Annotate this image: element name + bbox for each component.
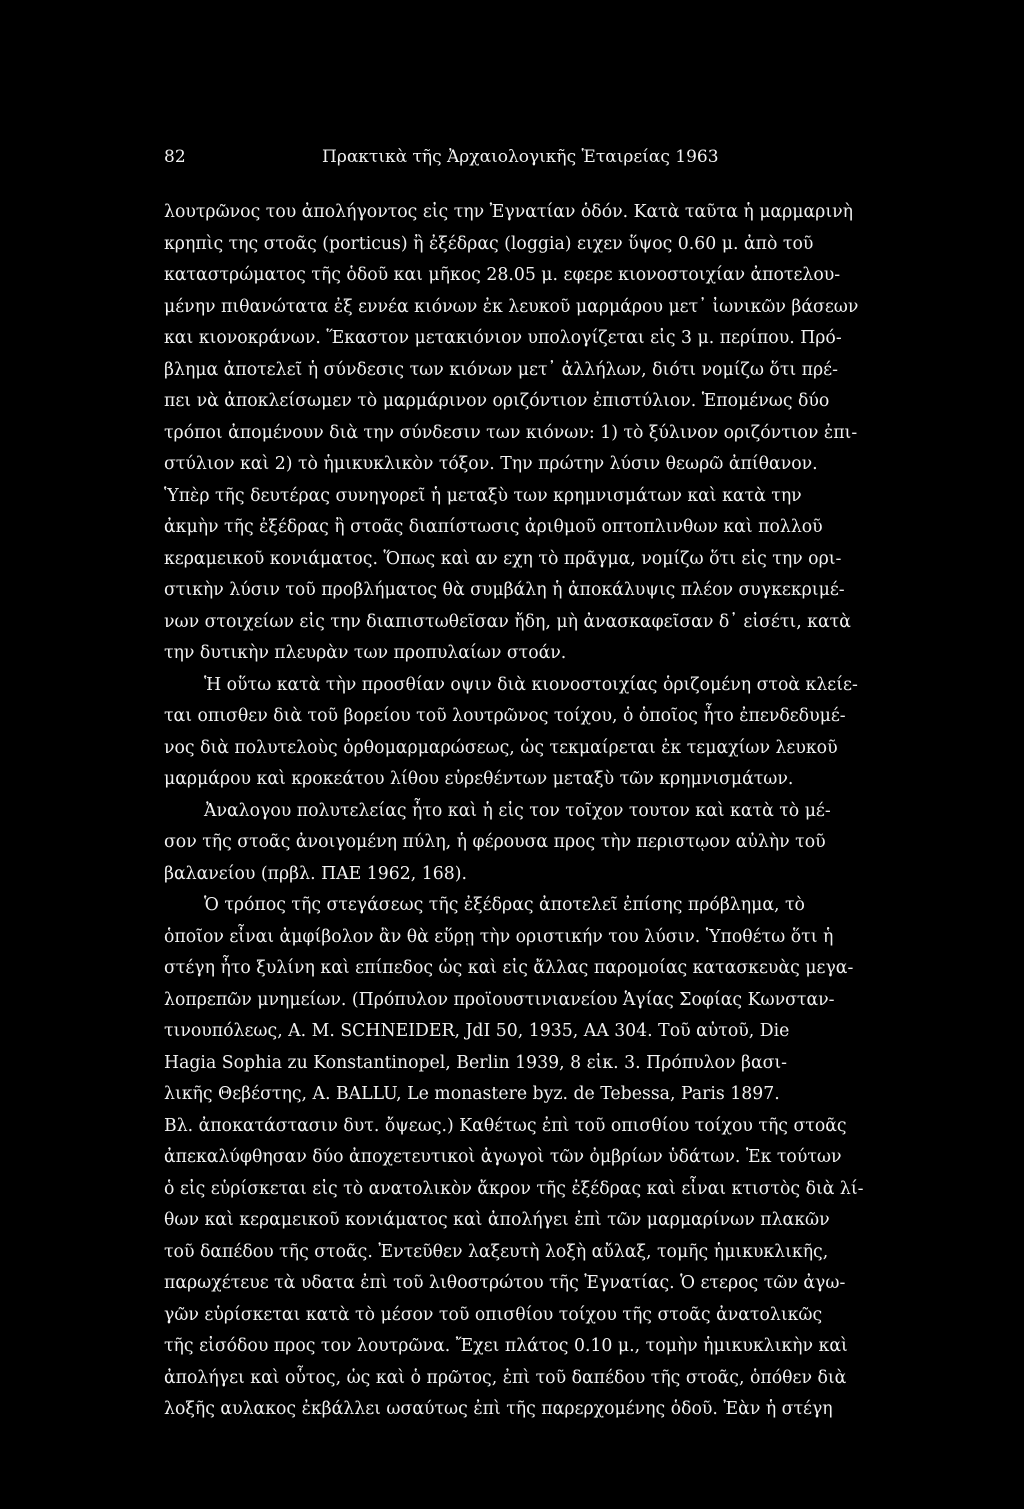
text-line: στύλιον καὶ 2) τὸ ἡμικυκλικὸν τόξον. Την πρώτην λύσιν θεωρῶ ἀπίθανον. bbox=[164, 454, 818, 474]
text-line: ται οπισθεν διὰ τοῦ βορείου τοῦ λουτρῶνος τοίχου, ὁ ὁποῖος ἦτο ἐπενδεδυμέ- bbox=[164, 706, 846, 726]
text-line: τοῦ δαπέδου τῆς στοᾶς. Ἐντεῦθεν λαξευτὴ λοξὴ αὔλαξ, τομῆς ἡμικυκλικῆς, bbox=[164, 1241, 829, 1262]
text-line: λοξῆς αυλακος ἐκβάλλει ωσαύτως ἐπὶ τῆς παρερχομένης ὁδοῦ. Ἐὰν ἡ στέγη bbox=[164, 1399, 833, 1419]
text-line: και κιονοκράνων. Ἕκαστον μετακιόνιον υπολογίζεται εἰς 3 μ. περίπου. Πρό- bbox=[164, 328, 842, 348]
text-line: ὁ εἰς εὑρίσκεται εἰς τὸ ανατολικὸν ἄκρον τῆς ἐξέδρας καὶ εἶναι κτιστὸς διὰ λί- bbox=[164, 1178, 864, 1199]
text-line: μαρμάρου καὶ κροκεάτου λίθου εὑρεθέντων μεταξὺ τῶν κρημνισμάτων. bbox=[164, 769, 794, 789]
text-line: κεραμεικοῦ κονιάματος. Ὅπως καὶ αν εχη τὸ πρᾶγμα, νομίζω ὅτι εἰς την ορι- bbox=[164, 548, 842, 569]
text-line: Βλ. ἀποκατάστασιν δυτ. ὄψεως.) Καθέτως ἐπὶ τοῦ οπισθίου τοίχου τῆς στοᾶς bbox=[164, 1115, 847, 1136]
text-line: την δυτικὴν πλευρὰν των προπυλαίων στοάν. bbox=[164, 643, 567, 663]
body-text bbox=[164, 197, 864, 1426]
paragraph-start-line: Ἡ οὕτω κατὰ τὴν προσθίαν οψιν διὰ κιονοστοιχίας ὁριζομένη στοὰ κλείε- bbox=[204, 674, 858, 695]
text-line: τρόποι ἀπομένουν διὰ την σύνδεσιν των κιόνων: 1) τὸ ξύλινον οριζόντιον ἐπι- bbox=[164, 422, 858, 443]
text-line: γῶν εὑρίσκεται κατὰ τὸ μέσον τοῦ οπισθίου τοίχου τῆς στοᾶς ἀνατολικῶς bbox=[164, 1304, 823, 1325]
text-line: Hagia Sophia zu Konstantinopel, Berlin 1939, 8 εἰκ. 3. Πρόπυλον βασι- bbox=[164, 1052, 788, 1073]
text-line: θων καὶ κεραμεικοῦ κονιάματος καὶ ἀπολήγει ἐπὶ τῶν μαρμαρίνων πλακῶν bbox=[164, 1210, 830, 1230]
text-line: λικῆς Θεβέστης, A. BALLU, Le monastere byz. de Tebessa, Paris 1897. bbox=[164, 1084, 780, 1104]
text-line: Ὑπὲρ τῆς δευτέρας συνηγορεῖ ἡ μεταξὺ των κρημνισμάτων καὶ κατὰ την bbox=[164, 485, 802, 506]
text-line: ἀπεκαλύφθησαν δύο ἀποχετευτικοὶ ἀγωγοὶ τῶν ὀμβρίων ὑδάτων. Ἐκ τούτων bbox=[164, 1147, 842, 1167]
text-line: λουτρῶνος του ἀπολήγοντος εἰς την Ἐγνατίαν ὁδόν. Κατὰ ταῦτα ἡ μαρμαρινὴ bbox=[164, 202, 853, 222]
text-line: ὁποῖον εἶναι ἀμφίβολον ἂν θὰ εὕρῃ τὴν οριστικήν του λύσιν. Ὑποθέτω ὅτι ἡ bbox=[164, 926, 834, 947]
text-line: βαλανείου (πρβλ. ΠΑΕ 1962, 168). bbox=[164, 863, 467, 884]
text-line: ἀκμὴν τῆς ἐξέδρας ἢ στοᾶς διαπίστωσις ἀριθμοῦ οπτοπλινθων καὶ πολλοῦ bbox=[164, 517, 823, 537]
running-title: Πρακτικὰ τῆς Ἀρχαιολογικῆς Ἑταιρείας 1963 bbox=[322, 147, 719, 167]
text-line: παρωχέτευε τὰ υδατα ἐπὶ τοῦ λιθοστρώτου τῆς Ἐγνατίας. Ὁ ετερος τῶν ἀγω- bbox=[164, 1273, 846, 1293]
text-line: μένην πιθανώτατα ἐξ εννέα κιόνων ἐκ λευκοῦ μαρμάρου μετ᾽ ἰωνικῶν βάσεων bbox=[164, 296, 859, 317]
text-line: καταστρώματος τῆς ὁδοῦ και μῆκος 28.05 μ. εφερε κιονοστοιχίαν ἀποτελου- bbox=[164, 265, 841, 285]
text-line: ἀπολήγει καὶ οὗτος, ὡς καὶ ὁ πρῶτος, ἐπὶ τοῦ δαπέδου τῆς στοᾶς, ὁπόθεν διὰ bbox=[164, 1367, 847, 1388]
text-line: κρηπὶς της στοᾶς (porticus) ἢ ἐξέδρας (loggia) ειχεν ὕψος 0.60 μ. ἀπὸ τοῦ bbox=[164, 233, 814, 254]
text-line: λοπρεπῶν μνημείων. (Πρόπυλον προϊουστινιανείου Ἁγίας Σοφίας Κωνσταν- bbox=[164, 989, 835, 1010]
paragraph-start-line: Ὁ τρόπος τῆς στεγάσεως τῆς ἐξέδρας ἀποτελεῖ ἐπίσης πρόβλημα, τὸ bbox=[204, 895, 805, 915]
text-line: στικὴν λύσιν τοῦ προβλήματος θὰ συμβάλη ἡ ἀποκάλυψις πλέον συγκεκριμέ- bbox=[164, 580, 845, 600]
paragraph-start-line: Ἀναλογου πολυτελείας ἦτο καὶ ἡ εἰς τον τοῖχον τουτον καὶ κατὰ τὸ μέ- bbox=[204, 800, 831, 821]
text-line: τινουπόλεως, A. M. SCHNEIDER, JdI 50, 1935, AA 304. Τοῦ αὐτοῦ, Die bbox=[164, 1021, 790, 1041]
page-number: 82 bbox=[164, 147, 186, 167]
text-line: σον τῆς στοᾶς ἀνοιγομένη πύλη, ἡ φέρουσα προς τὴν περιστῳον αὐλὴν τοῦ bbox=[164, 832, 826, 852]
text-line: νων στοιχείων εἰς την διαπιστωθεῖσαν ἤδη, μὴ ἀνασκαφεῖσαν δ᾽ εἰσέτι, κατὰ bbox=[164, 611, 851, 632]
text-line: τῆς εἰσόδου προς τον λουτρῶνα. Ἔχει πλάτος 0.10 μ., τομὴν ἡμικυκλικὴν καὶ bbox=[164, 1336, 848, 1356]
text-line: πει νὰ ἀποκλείσωμεν τὸ μαρμάρινον οριζόντιον ἐπιστύλιον. Ἑπομένως δύο bbox=[164, 391, 830, 411]
text-line: στέγη ἦτο ξυλίνη καὶ επίπεδος ὡς καὶ εἰς ἄλλας παρομοίας κατασκευὰς μεγα- bbox=[164, 958, 854, 978]
text-line: βλημα ἀποτελεῖ ἡ σύνδεσις των κιόνων μετ᾽ ἀλλήλων, διότι νομίζω ὅτι πρέ- bbox=[164, 359, 838, 380]
page-header bbox=[164, 145, 864, 169]
text-line: νος διὰ πολυτελοὺς ὀρθομαρμαρώσεως, ὡς τεκμαίρεται ἐκ τεμαχίων λευκοῦ bbox=[164, 737, 838, 758]
